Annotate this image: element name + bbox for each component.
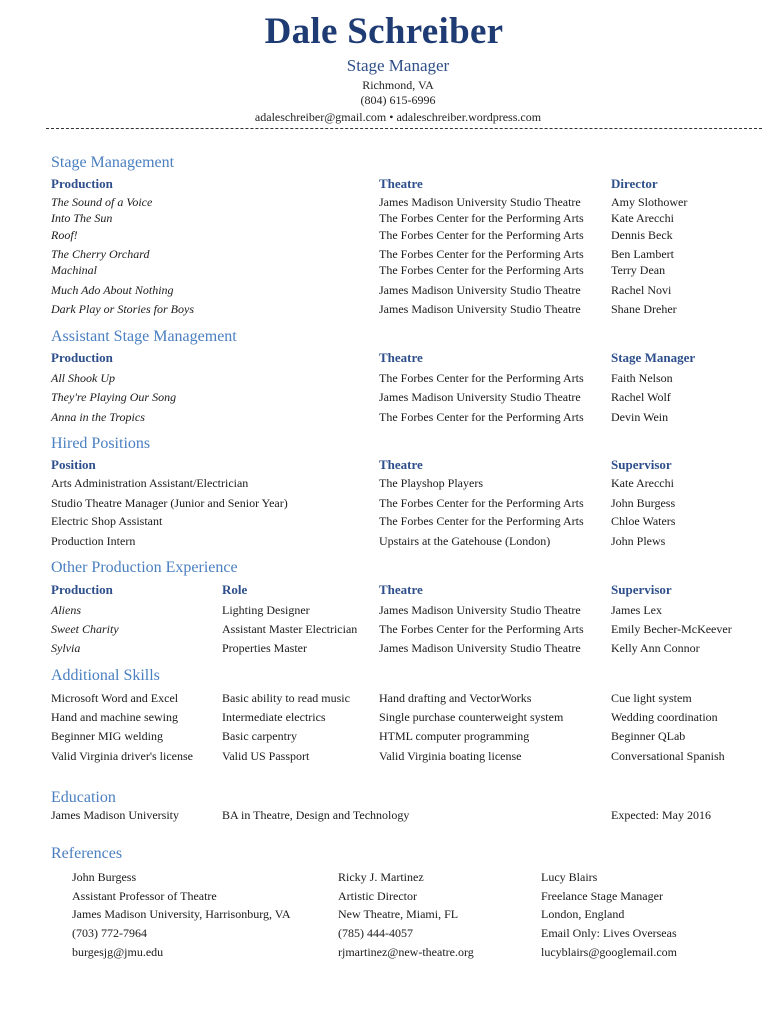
column-header: Production: [51, 350, 113, 365]
theatre-name: James Madison University Studio Theatre: [379, 302, 581, 316]
theatre-name: The Forbes Center for the Performing Arts: [379, 496, 584, 510]
director-name: Rachel Novi: [611, 283, 672, 297]
theatre-name: James Madison University Studio Theatre: [379, 641, 581, 655]
reference-name: John Burgess: [72, 870, 137, 884]
stage-manager-name: Devin Wein: [611, 410, 669, 424]
theatre-name: The Forbes Center for the Performing Arts: [379, 247, 584, 261]
director-name: Shane Dreher: [611, 302, 677, 316]
production-name: They're Playing Our Song: [51, 390, 177, 404]
reference-title: Artistic Director: [338, 889, 417, 903]
candidate-name: Dale Schreiber: [264, 11, 504, 52]
theatre-name: James Madison University Studio Theatre: [379, 603, 581, 617]
production-name: Dark Play or Stories for Boys: [51, 302, 194, 316]
column-header: Production: [51, 582, 113, 597]
production-name: All Shook Up: [51, 371, 115, 385]
skill-item: Valid Virginia driver's license: [51, 749, 193, 763]
reference-phone: (703) 772-7964: [72, 926, 147, 940]
reference-email[interactable]: lucyblairs@googlemail.com: [541, 945, 678, 959]
stage-manager-name: Rachel Wolf: [611, 390, 671, 404]
production-name: The Cherry Orchard: [51, 247, 150, 261]
column-header: Theatre: [379, 457, 423, 472]
reference-title: Assistant Professor of Theatre: [72, 889, 217, 903]
theatre-name: The Forbes Center for the Performing Arts: [379, 371, 584, 385]
reference-location: London, England: [541, 907, 625, 921]
reference-phone: (785) 444-4057: [338, 926, 413, 940]
column-header: Theatre: [379, 350, 423, 365]
theatre-name: The Forbes Center for the Performing Arts: [379, 211, 584, 225]
director-name: Ben Lambert: [611, 247, 674, 261]
column-header: Theatre: [379, 582, 423, 597]
theatre-name: The Forbes Center for the Performing Arts: [379, 263, 584, 277]
reference-location: James Madison University, Harrisonburg, VA: [72, 907, 291, 921]
reference-email[interactable]: rjmartinez@new-theatre.org: [338, 945, 474, 959]
theatre-name: The Forbes Center for the Performing Arts: [379, 410, 584, 424]
theatre-name: The Forbes Center for the Performing Arts: [379, 228, 584, 242]
skill-item: Beginner QLab: [611, 729, 686, 743]
column-header: Theatre: [379, 176, 423, 191]
production-name: Aliens: [51, 603, 81, 617]
production-name: Sylvia: [51, 641, 81, 655]
skill-item: Basic carpentry: [222, 729, 297, 743]
candidate-email-links[interactable]: adaleschreiber@gmail.com • adaleschreiber.wordpress.com: [254, 110, 542, 124]
section-title-stage-management: Stage Management: [51, 154, 175, 171]
theatre-name: Upstairs at the Gatehouse (London): [379, 534, 551, 548]
director-name: Terry Dean: [611, 263, 666, 277]
skill-item: Wedding coordination: [611, 710, 718, 724]
supervisor-name: John Burgess: [611, 496, 676, 510]
candidate-city: Richmond, VA: [362, 78, 434, 92]
theatre-name: The Forbes Center for the Performing Arts: [379, 622, 584, 636]
skill-item: HTML computer programming: [379, 729, 530, 743]
section-title-other-production: Other Production Experience: [51, 559, 238, 576]
skill-item: Single purchase counterweight system: [379, 710, 564, 724]
production-name: Roof!: [51, 228, 78, 242]
theatre-name: James Madison University Studio Theatre: [379, 283, 581, 297]
column-header: Position: [51, 457, 96, 472]
production-name: Much Ado About Nothing: [51, 283, 174, 297]
header-divider: [46, 128, 762, 129]
skill-item: Valid US Passport: [222, 749, 310, 763]
stage-manager-name: Faith Nelson: [611, 371, 673, 385]
reference-name: Ricky J. Martinez: [338, 870, 424, 884]
section-title-references: References: [51, 845, 123, 862]
section-title-hired-positions: Hired Positions: [51, 435, 151, 452]
reference-name: Lucy Blairs: [541, 870, 598, 884]
section-title-education: Education: [51, 789, 116, 806]
role-name: Lighting Designer: [222, 603, 310, 617]
skill-item: Basic ability to read music: [222, 691, 350, 705]
reference-location: New Theatre, Miami, FL: [338, 907, 459, 921]
director-name: Kate Arecchi: [611, 211, 674, 225]
role-name: Assistant Master Electrician: [222, 622, 358, 636]
candidate-role: Stage Manager: [346, 56, 450, 75]
skill-item: Microsoft Word and Excel: [51, 691, 179, 705]
supervisor-name: Kate Arecchi: [611, 476, 674, 490]
production-name: Machinal: [51, 263, 97, 277]
theatre-name: The Forbes Center for the Performing Arts: [379, 514, 584, 528]
production-name: Anna in the Tropics: [51, 410, 145, 424]
candidate-phone: (804) 615-6996: [360, 93, 436, 107]
position-name: Electric Shop Assistant: [51, 514, 163, 528]
education-expected-date: Expected: May 2016: [611, 808, 711, 822]
position-name: Production Intern: [51, 534, 136, 548]
theatre-name: James Madison University Studio Theatre: [379, 195, 581, 209]
column-header: Stage Manager: [611, 350, 696, 365]
supervisor-name: Kelly Ann Connor: [611, 641, 700, 655]
production-name: Into The Sun: [51, 211, 113, 225]
education-degree: BA in Theatre, Design and Technology: [222, 808, 410, 822]
skill-item: Hand drafting and VectorWorks: [379, 691, 532, 705]
skill-item: Beginner MIG welding: [51, 729, 163, 743]
column-header: Supervisor: [611, 582, 672, 597]
reference-email[interactable]: burgesjg@jmu.edu: [72, 945, 164, 959]
supervisor-name: James Lex: [611, 603, 662, 617]
production-name: Sweet Charity: [51, 622, 119, 636]
education-school: James Madison University: [51, 808, 179, 822]
theatre-name: James Madison University Studio Theatre: [379, 390, 581, 404]
position-name: Arts Administration Assistant/Electrician: [51, 476, 249, 490]
column-header: Director: [611, 176, 658, 191]
column-header: Supervisor: [611, 457, 672, 472]
section-title-additional-skills: Additional Skills: [51, 667, 160, 684]
section-title-assistant-stage-management: Assistant Stage Management: [51, 328, 237, 345]
role-name: Properties Master: [222, 641, 307, 655]
director-name: Dennis Beck: [611, 228, 673, 242]
supervisor-name: Chloe Waters: [611, 514, 676, 528]
reference-title: Freelance Stage Manager: [541, 889, 663, 903]
skill-item: Conversational Spanish: [611, 749, 725, 763]
reference-contact-note: Email Only: Lives Overseas: [541, 926, 677, 940]
skill-item: Intermediate electrics: [222, 710, 326, 724]
supervisor-name: John Plews: [611, 534, 666, 548]
column-header: Production: [51, 176, 113, 191]
skill-item: Valid Virginia boating license: [379, 749, 522, 763]
column-header: Role: [222, 582, 248, 597]
director-name: Amy Slothower: [611, 195, 688, 209]
supervisor-name: Emily Becher-McKeever: [611, 622, 732, 636]
position-name: Studio Theatre Manager (Junior and Senior Year): [51, 496, 288, 510]
theatre-name: The Playshop Players: [379, 476, 483, 490]
production-name: The Sound of a Voice: [51, 195, 153, 209]
skill-item: Hand and machine sewing: [51, 710, 178, 724]
skill-item: Cue light system: [611, 691, 692, 705]
